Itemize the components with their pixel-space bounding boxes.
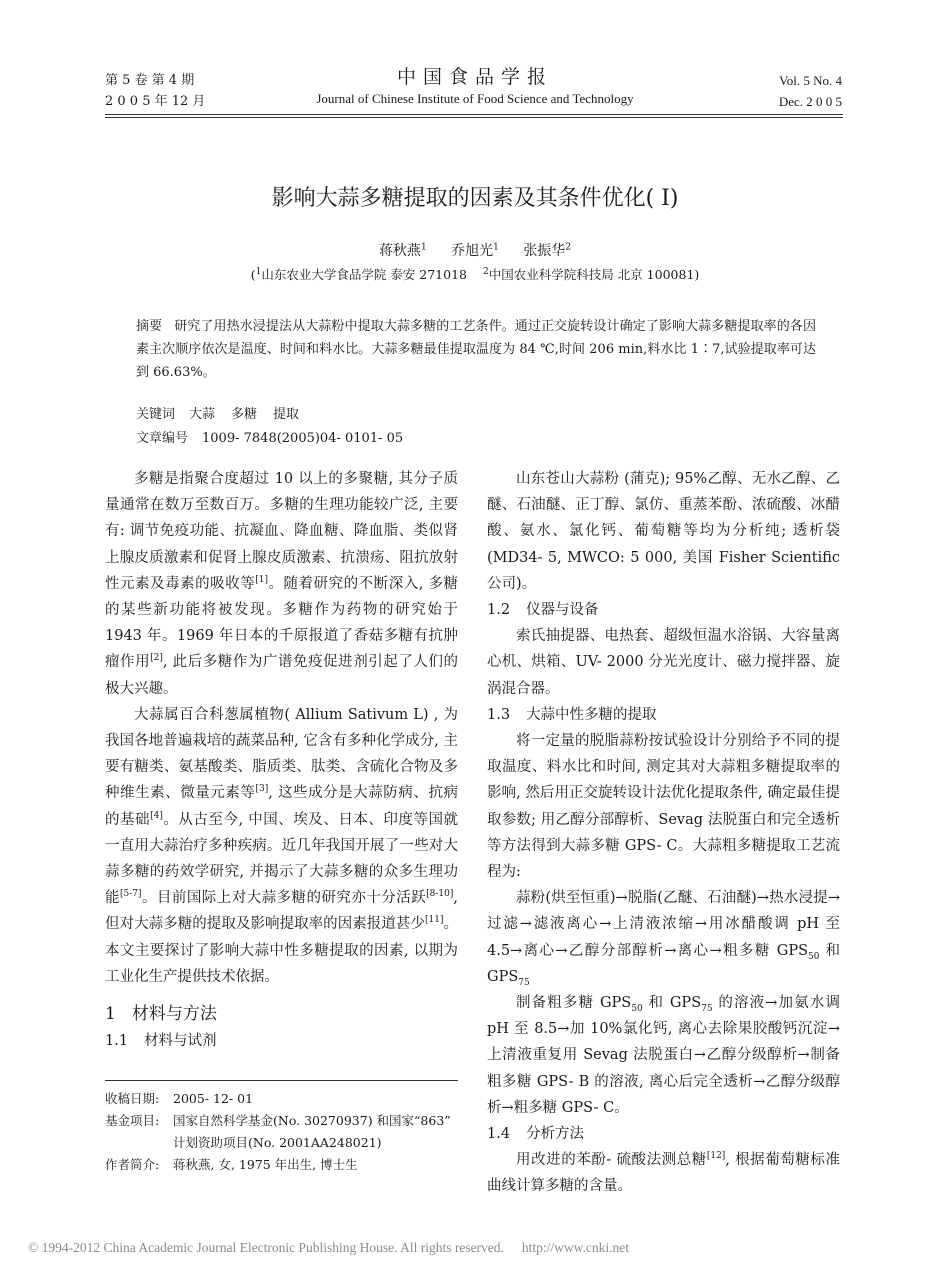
intro-paragraph-2: 大蒜属百合科葱属植物( Allium Sativum L) , 为我国各地普遍栽培的蔬菜品种, 它含有多种化学成分, 主要有糖类、氨基酸类、脂质类、肽类、含硫化合物及多种维生素、微量元素等[3], 这些成分是大蒜防病、抗病的基础[4]。从古至今, 中国、埃及、日本、印度等国就一直用大蒜治疗多种疾病。近几年我国开展了一些对大蒜多糖的药效学研究, 并揭示了大蒜多糖的众多生理功能[5-7]。目前国际上对大蒜多糖的研究亦十分活跃[8-10], 但对大蒜多糖的提取及影响提取率的因素报道甚少[11]。本文主要探讨了影响大蒜中性多糖提取的因素, 以期为工业化生产提供技术依据。 [105,706,459,985]
keywords-label: 关键词 [136,407,176,422]
article-number-label: 文章编号 [136,431,189,446]
received-date: 2005- 12- 01 [173,1091,254,1106]
header-journal [250,64,700,108]
abstract [136,315,816,384]
header-left [105,70,205,112]
instruments-paragraph: 索氏抽提器、电热套、超级恒温水浴锅、大容量离心机、烘箱、UV- 2000 分光光度计、磁力搅拌器、旋涡混合器。 [487,628,840,697]
fund-text: 国家自然科学基金(No. 30270937) 和国家“863” 计划资助项目(No. 2001AA248021) [173,1113,451,1150]
extraction-paragraph: 将一定量的脱脂蒜粉按试验设计分别给予不同的提取温度、料水比和时间, 测定其对大蒜粗多糖提取率的影响, 然后用正交旋转设计法优化提取条件, 确定最佳提取参数; 用乙醇分部醇析、Sevag 法脱蛋白和完全透析等方法得到大蒜多糖 GPS- C。大蒜粗多糖提取工艺流程为: [487,733,840,881]
paper-title: 影响大蒜多糖提取的因素及其条件优化( Ⅰ) [271,186,679,211]
volume-issue-cn: 第 5 卷 第 4 期 [105,73,195,88]
keyword: 提取 [273,407,300,422]
date-en: Dec. 2 0 0 5 [778,94,842,109]
keyword: 多糖 [231,407,258,422]
date-cn: 2 0 0 5 年 12 月 [105,94,206,109]
volume-issue-en: Vol. 5 No. 4 [779,73,842,88]
affiliation-2: 中国农业科学院科技局 北京 100081) [488,267,700,282]
abstract-text: 研究了用热水浸提法从大蒜粉中提取大蒜多糖的工艺条件。通过正交旋转设计确定了影响大蒜多糖提取率的各因素主次顺序依次是温度、时间和料水比。大蒜多糖最佳提取温度为 84 ℃,时间 206 min,料水比 1∶7,试验提取率可达到 66.63%。 [136,319,816,380]
subsection-heading-1-2: 1.2 仪器与设备 [487,602,599,619]
subsection-heading-1-1: 1.1 材料与试剂 [105,1033,217,1050]
footnotes [105,1088,465,1176]
author: 乔旭光$^1$ [451,242,499,259]
process-flow-1: 蒜粉(烘至恒重)→脱脂(乙醚、石油醚)→热水浸提→过滤→滤液离心→上清液浓缩→用冰醋酸调 pH 至 4.5→离心→乙醇分部醇析→离心→粗多糖 $GPS_{50}$ 和 $GPS_{75}$ [487,890,840,988]
right-column [487,466,840,1200]
fund-label: 基金项目: [105,1113,160,1128]
footnote-rule [105,1080,458,1081]
header-rule-thin [105,117,843,118]
affiliation-1: 山东农业大学食品学院 泰安 271018 [261,267,467,282]
affiliations: ($^1$山东农业大学食品学院 泰安 271018 $^2$中国农业科学院科技局 北京 100081) [250,266,700,282]
abstract-label: 摘要 [136,319,163,334]
received-label: 收稿日期: [105,1091,160,1106]
section-heading-1: 1 材料与方法 [105,1004,217,1025]
subsection-heading-1-3: 1.3 大蒜中性多糖的提取 [487,706,657,723]
copyright-footer [28,1240,629,1256]
journal-title-cn: 中国食品学报 [396,66,553,88]
copyright-text: © 1994-2012 China Academic Journal Electronic Publishing House. All rights reserved. [28,1240,504,1255]
keywords-block [136,403,403,451]
author-bio-label: 作者简介: [105,1157,160,1172]
subsection-heading-1-4: 1.4 分析方法 [487,1126,585,1143]
intro-paragraph-1: 多糖是指聚合度超过 10 以上的多聚糖, 其分子质量通常在数万至数百万。多糖的生理功能较广泛, 主要有: 调节免疫功能、抗凝血、降血糖、降血脂、类似肾上腺皮质激素和促肾上腺皮质激素、抗溃疡、阻抗放射性元素及毒素的吸收等[1]。随着研究的不断深入, 多糖的某些新功能将被发现。多糖作为药物的研究始于 1943 年。1969 年日本的千原报道了香菇多糖有抗肿瘤作用[2], 此后多糖作为广谱免疫促进剂引起了人们的极大兴趣。 [105,471,459,697]
keyword: 大蒜 [189,407,216,422]
author-list [0,240,950,262]
header-rule [105,114,843,115]
left-column [105,466,458,1054]
author: 张振华$^2$ [523,242,572,259]
journal-title-en: Journal of Chinese Institute of Food Science and Technology [316,91,634,106]
analysis-paragraph: 用改进的苯酚- 硫酸法测总糖[12], 根据葡萄糖标准曲线计算多糖的含量。 [487,1151,840,1195]
process-flow-2: 制备粗多糖 $GPS_{50}$ 和 $GPS_{75}$ 的溶液→加氨水调 pH 至 8.5→加 10%氯化钙, 离心去除果胶酸钙沉淀→上清液重复用 Sevag 法脱蛋白→乙醇分级醇析→制备粗多糖 GPS- B 的溶液, 离心后完全透析→乙醇分级醇析→粗多糖 GPS- C。 [487,995,840,1116]
header-right [779,70,842,112]
cnki-url: http://www.cnki.net [521,1240,630,1255]
author-bio: 蒋秋燕, 女, 1975 年出生, 博士生 [173,1157,358,1172]
materials-paragraph: 山东苍山大蒜粉 (蒲克); 95%乙醇、无水乙醇、乙醚、石油醚、正丁醇、氯仿、重蒸苯酚、浓硫酸、冰醋酸、氨水、氯化钙、葡萄糖等均为分析纯; 透析袋(MD34- 5, MWCO: 5 000, 美国 Fisher Scientific 公司)。 [487,471,840,592]
article-number: 1009- 7848(2005)04- 0101- 05 [202,431,404,446]
author: 蒋秋燕$^1$ [378,242,427,259]
